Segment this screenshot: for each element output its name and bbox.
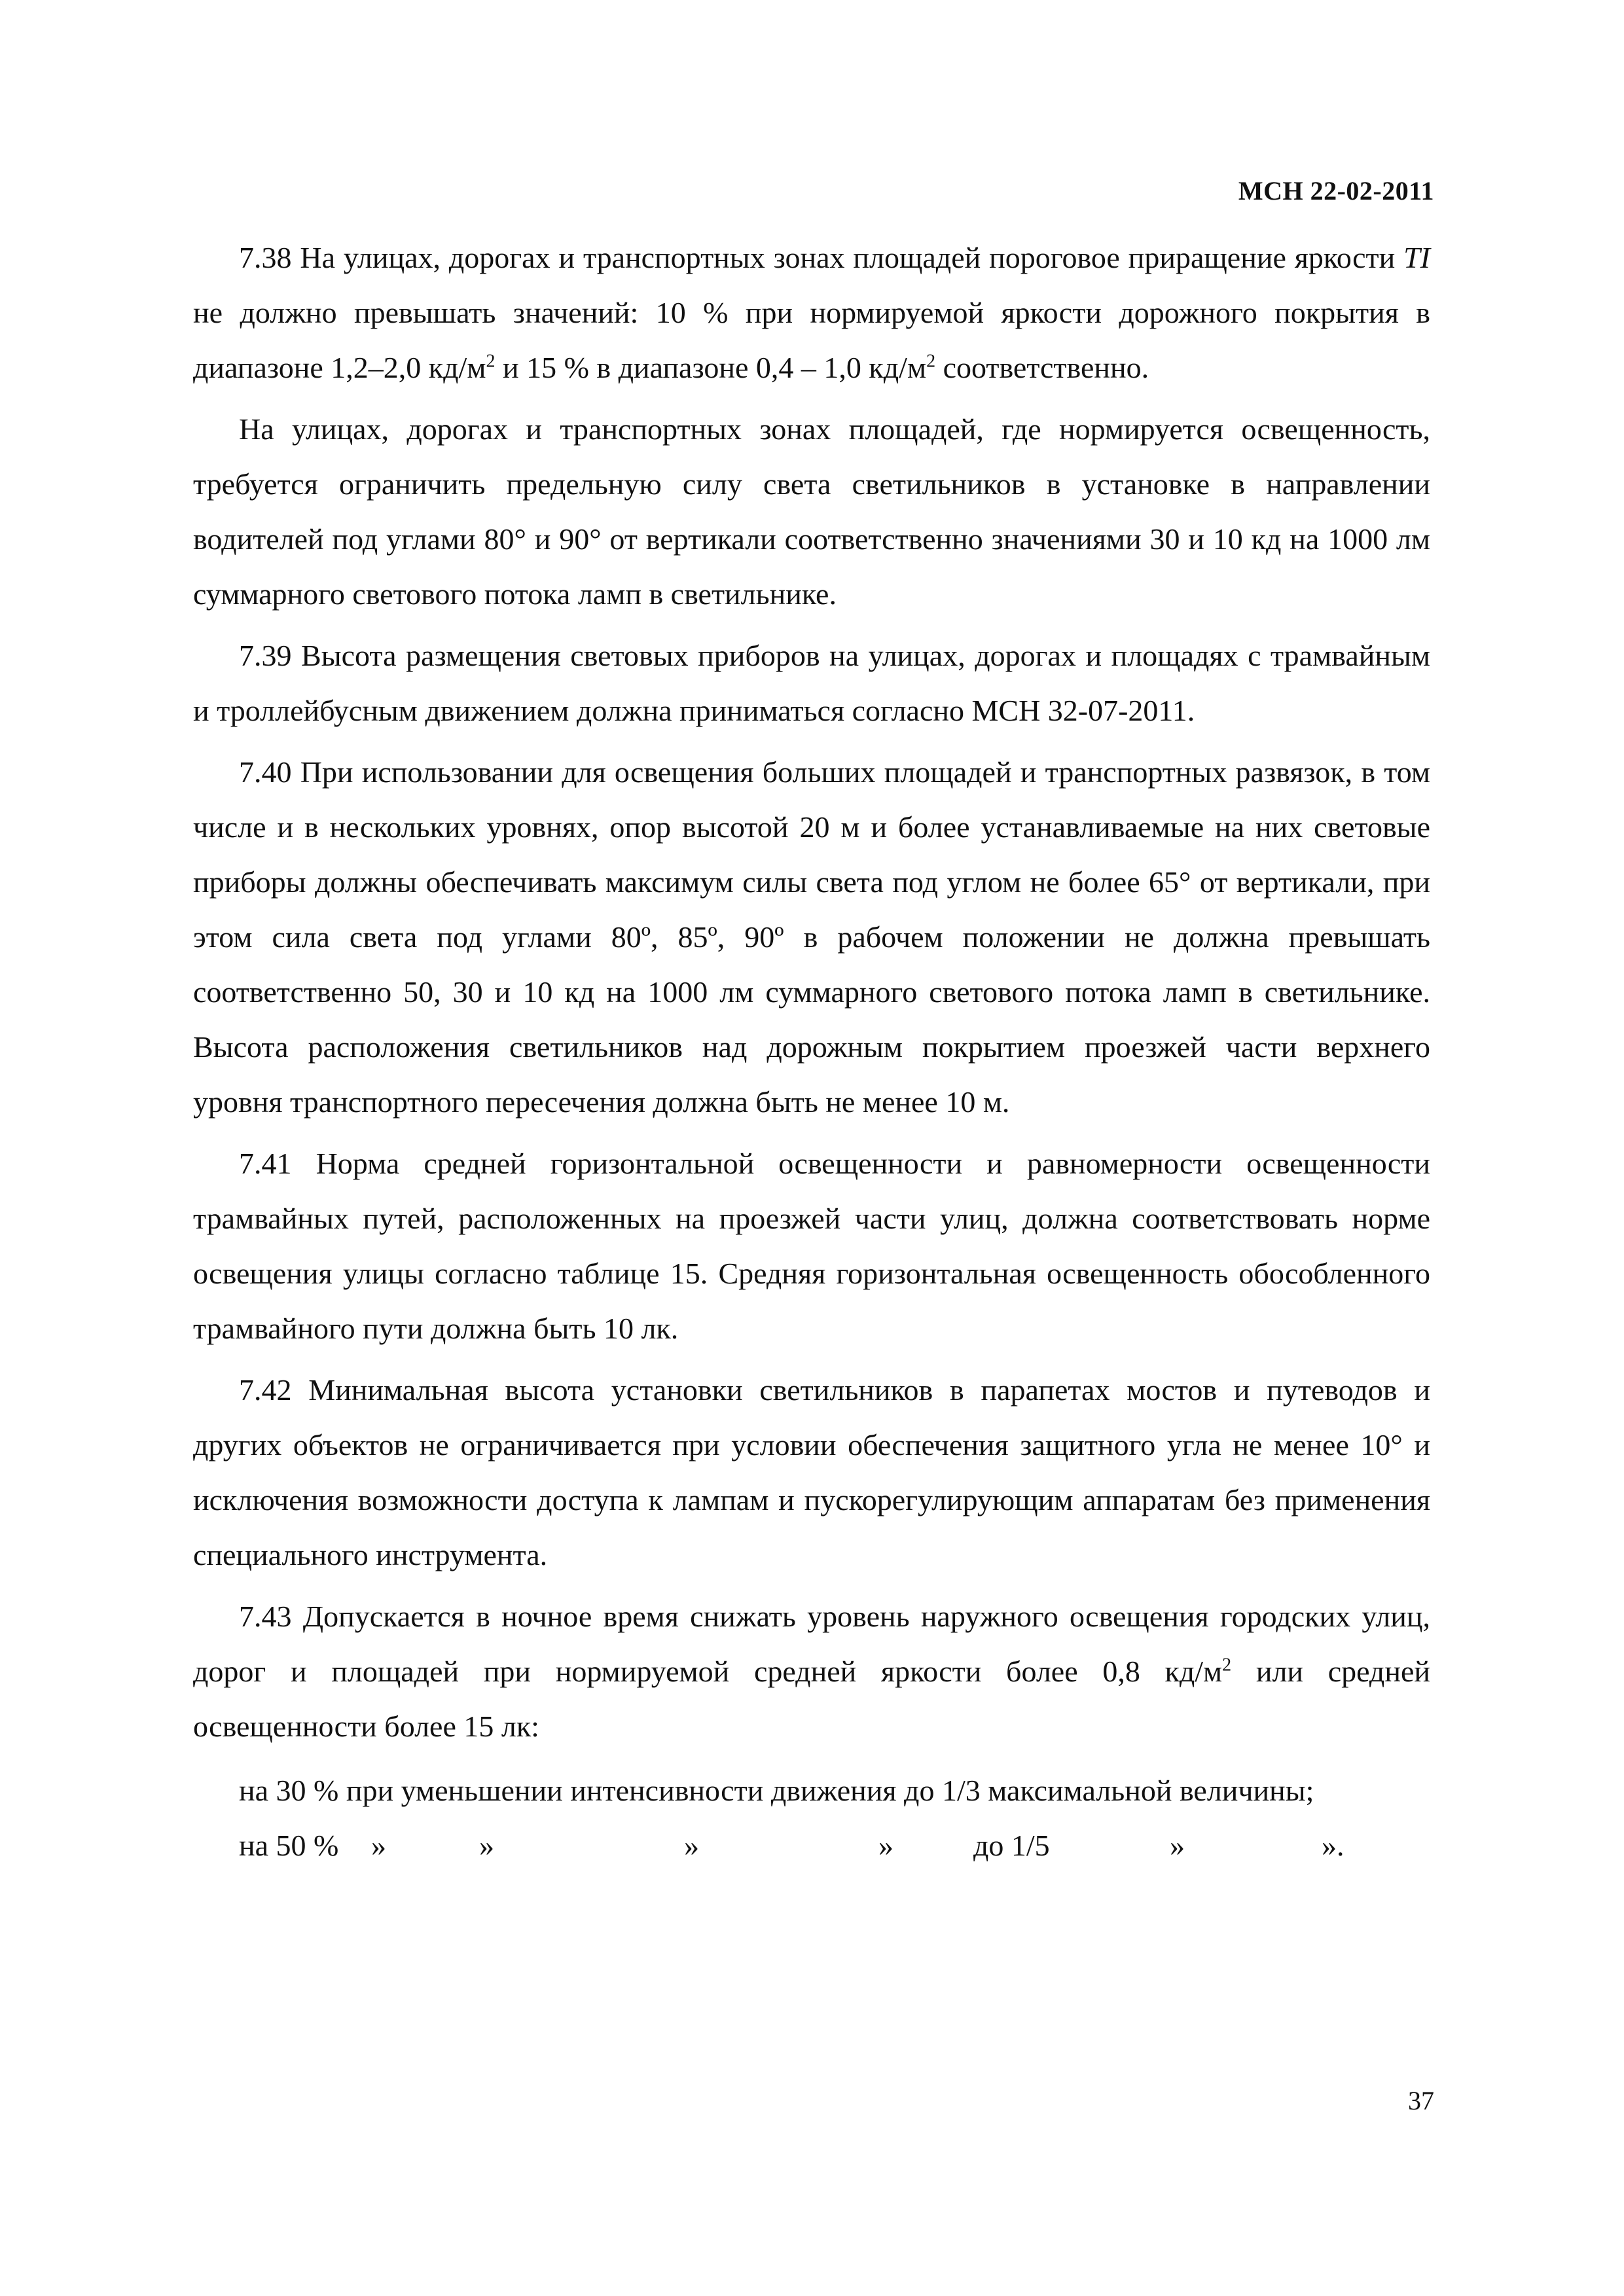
paragraph-7-43 <box>193 1589 1430 1754</box>
paragraph-7-38-text-c: и 15 % в диапазоне 0,4 – 1,0 кд/м <box>495 351 927 384</box>
list-lead: на 50 % <box>239 1829 339 1862</box>
paragraph-7-38-text-b: не должно превышать значений: 10 % при нормируемой яркости дорожного покрытия в диапазоне 1,2–2,0 кд/м <box>193 296 1430 384</box>
ditto-mark: » <box>479 1829 494 1862</box>
ditto-mark-end: ». <box>1322 1829 1344 1862</box>
paragraph-7-38-text-d: соответственно. <box>935 351 1149 384</box>
paragraph-7-38-text-a: 7.38 На улицах, дорогах и транспортных зонах площадей пороговое приращение яркости <box>239 241 1404 274</box>
document-body <box>193 230 1430 1873</box>
paragraph-7-41: 7.41 Норма средней горизонтальной освещенности и равномерности освещенности трамвайных путей, расположенных на проезжей части улиц, должна соответствовать норме освещения улицы согласно таблице 15. Средняя горизонтальная освещенность обособленного трамвайного пути должна быть 10 лк. <box>193 1147 1430 1345</box>
document-code-header: МСН 22-02-2011 <box>1238 176 1434 206</box>
page-number: 37 <box>1408 2086 1434 2115</box>
paragraph-7-38-continued: На улицах, дорогах и транспортных зонах площадей, где нормируется освещенность, требуется ограничить предельную силу света светильников в установке в направлении водителей под углами 80° и 90° от вертикали соответственно значениями 30 и 10 кд на 1000 лм суммарного светового потока ламп в светильнике. <box>193 412 1430 611</box>
ditto-mark: » <box>878 1829 893 1862</box>
paragraph-7-43-text-b: или средней освещенности более 15 лк: <box>193 1655 1430 1743</box>
ditto-mark: » <box>371 1829 386 1862</box>
superscript-2: 2 <box>486 351 496 372</box>
list-item <box>239 1818 1430 1873</box>
superscript-2: 2 <box>1222 1655 1232 1676</box>
paragraph-7-40: 7.40 При использовании для освещения больших площадей и транспортных развязок, в том числе и в нескольких уровнях, опор высотой 20 м и более устанавливаемые на них световые приборы должны обеспечивать максимум силы света под углом не более 65° от вертикали, при этом сила света под углами 80º, 85º, 90º в рабочем положении не должна превышать соответственно 50, 30 и 10 кд на 1000 лм суммарного светового потока ламп в светильнике. Высота расположения светильников над дорожным покрытием проезжей части верхнего уровня транспортного пересечения должна быть не менее 10 м. <box>193 755 1430 1119</box>
list-mid: до 1/5 <box>973 1829 1050 1862</box>
superscript-2: 2 <box>926 351 936 372</box>
ti-symbol: TI <box>1403 241 1430 274</box>
ditto-mark: » <box>1170 1829 1185 1862</box>
list-item-text: на 30 % при уменьшении интенсивности движения до 1/3 максимальной величины; <box>239 1774 1314 1807</box>
paragraph-7-38 <box>193 230 1430 395</box>
list-item <box>239 1763 1430 1818</box>
paragraph-7-42: 7.42 Минимальная высота установки светильников в парапетах мостов и путеводов и других объектов не ограничивается при условии обеспечения защитного угла не менее 10° и исключения возможности доступа к лампам и пускорегулирующим аппаратам без применения специального инструмента. <box>193 1373 1430 1571</box>
reduction-list <box>239 1763 1430 1873</box>
ditto-mark: » <box>684 1829 699 1862</box>
paragraph-7-39: 7.39 Высота размещения световых приборов на улицах, дорогах и площадях с трамвайным и троллейбусным движением должна приниматься согласно МСН 32-07-2011. <box>193 639 1430 727</box>
paragraph-7-43-text-a: 7.43 Допускается в ночное время снижать уровень наружного освещения городских улиц, дорог и площадей при нормируемой средней яркости более 0,8 кд/м <box>193 1600 1430 1688</box>
